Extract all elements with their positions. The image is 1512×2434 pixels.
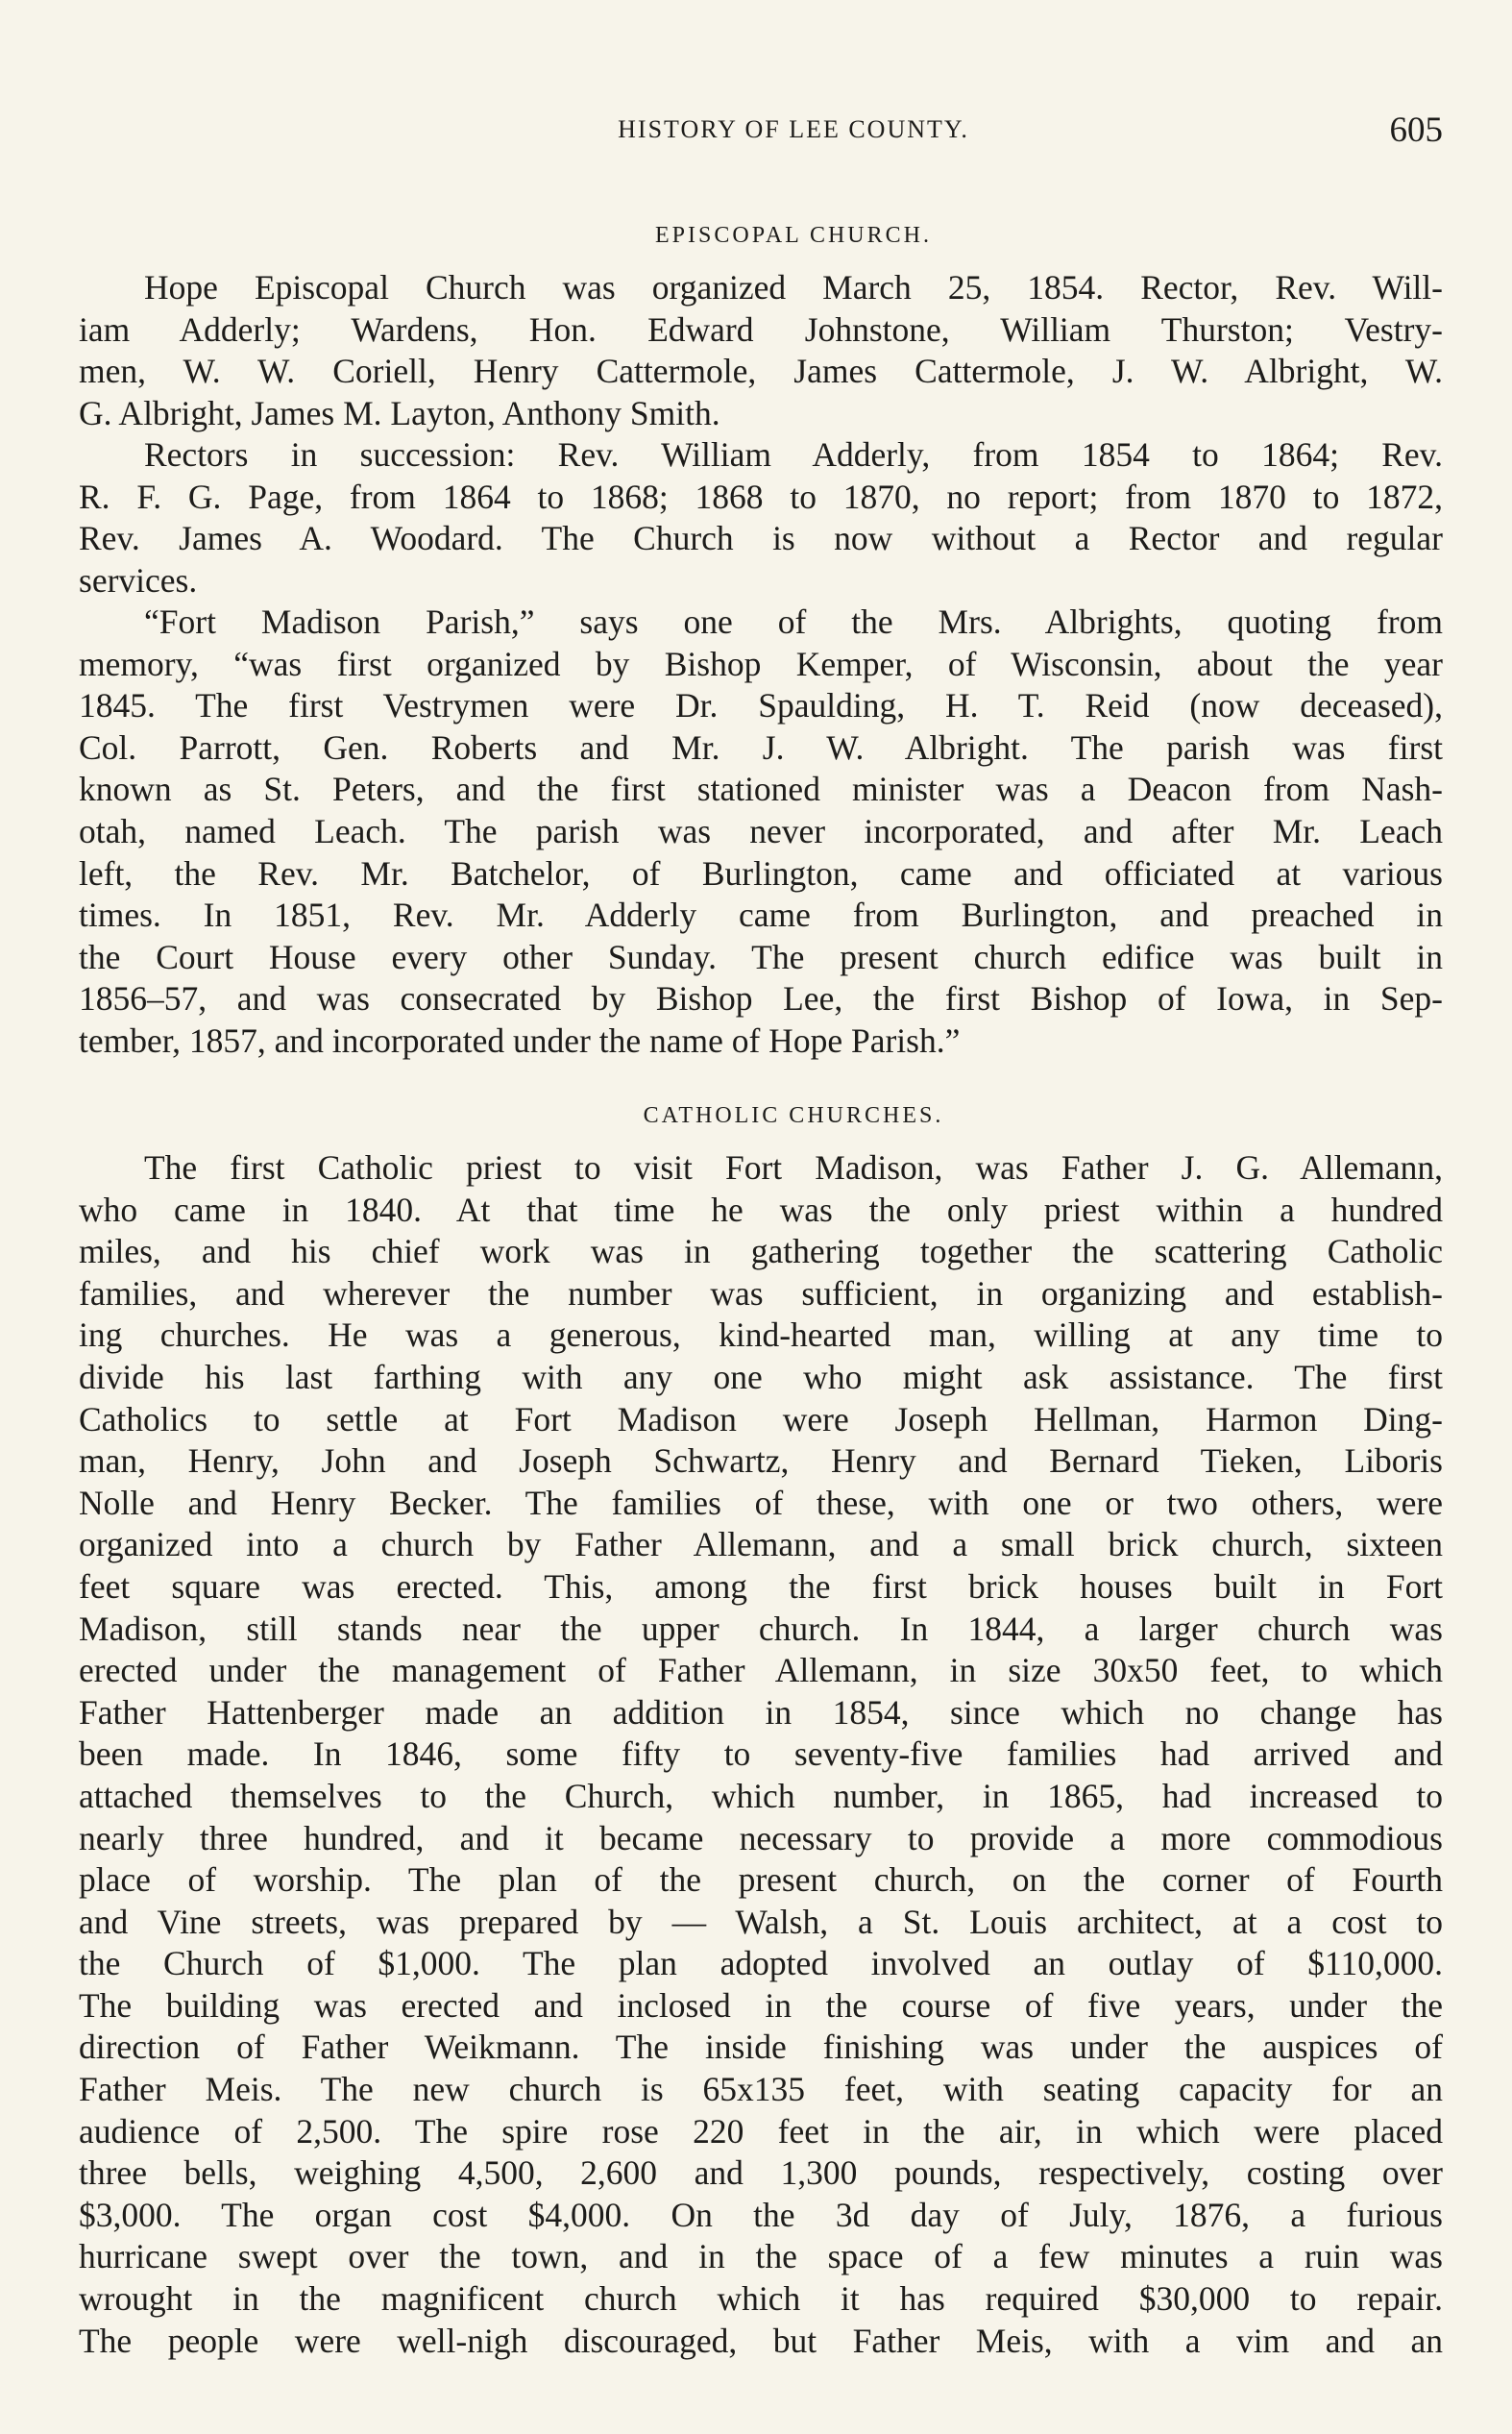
text-line: nearly three hundred, and it became necessary to provide a more commodious bbox=[79, 1818, 1443, 1857]
text-line: ing churches. He was a generous, kind-hearted man, willing at any time to bbox=[79, 1315, 1443, 1355]
text-line: G. Albright, James M. Layton, Anthony Smith. bbox=[79, 393, 720, 432]
text-line: feet square was erected. This, among the first brick houses built in Fort bbox=[79, 1566, 1443, 1606]
text-line: known as St. Peters, and the first stationed minister was a Deacon from Nash- bbox=[79, 770, 1443, 809]
text-line: families, and wherever the number was sufficient, in organizing and establish- bbox=[79, 1273, 1443, 1313]
text-line: The first Catholic priest to visit Fort Madison, was Father J. G. Allemann, bbox=[144, 1148, 1443, 1187]
text-line: The building was erected and inclosed in the course of five years, under the bbox=[79, 1985, 1443, 2025]
text-line: wrought in the magnificent church which it has required $30,000 to repair. bbox=[79, 2279, 1443, 2319]
text-line: been made. In 1846, some fifty to seventy-five families had arrived and bbox=[79, 1734, 1443, 1774]
text-line: organized into a church by Father Allemann, and a small brick church, sixteen bbox=[79, 1525, 1443, 1564]
paragraph-fort-madison-parish bbox=[79, 602, 1443, 1063]
text-line: Hope Episcopal Church was organized March 25, 1854. Rector, Rev. Will- bbox=[144, 268, 1443, 307]
text-line: audience of 2,500. The spire rose 220 feet in the air, in which were placed bbox=[79, 2111, 1443, 2151]
running-title: HISTORY OF LEE COUNTY. bbox=[618, 115, 969, 143]
text-line: memory, “was first organized by Bishop Kemper, of Wisconsin, about the year bbox=[79, 644, 1443, 683]
text-line: Nolle and Henry Becker. The families of these, with one or two others, were bbox=[79, 1483, 1443, 1522]
text-line: services. bbox=[79, 560, 198, 600]
text-line: three bells, weighing 4,500, 2,600 and 1,300 pounds, respectively, costing over bbox=[79, 2153, 1443, 2193]
paragraph-catholic-history bbox=[79, 1147, 1443, 2362]
text-line: Madison, still stands near the upper church. In 1844, a larger church was bbox=[79, 1609, 1443, 1648]
section-heading-episcopal: EPISCOPAL CHURCH. bbox=[655, 223, 932, 248]
text-line: Rectors in succession: Rev. William Adderly, from 1854 to 1864; Rev. bbox=[144, 435, 1443, 474]
text-line: men, W. W. Coriell, Henry Cattermole, James Cattermole, J. W. Albright, W. bbox=[79, 352, 1443, 391]
text-line: and Vine streets, was prepared by — Walsh, a St. Louis architect, at a cost to bbox=[79, 1902, 1443, 1941]
text-line: R. F. G. Page, from 1864 to 1868; 1868 to 1870, no report; from 1870 to 1872, bbox=[79, 477, 1443, 516]
text-line: divide his last farthing with any one who might ask assistance. The first bbox=[79, 1357, 1443, 1396]
text-line: who came in 1840. At that time he was the only priest within a hundred bbox=[79, 1190, 1443, 1229]
text-line: direction of Father Weikmann. The inside finishing was under the auspices of bbox=[79, 2028, 1443, 2067]
text-line: Father Meis. The new church is 65x135 feet, with seating capacity for an bbox=[79, 2070, 1443, 2109]
text-line: miles, and his chief work was in gathering together the scattering Catholic bbox=[79, 1232, 1443, 1271]
text-line: times. In 1851, Rev. Mr. Adderly came from Burlington, and preached in bbox=[79, 896, 1443, 935]
text-line: “Fort Madison Parish,” says one of the Mrs. Albrights, quoting from bbox=[144, 602, 1443, 641]
paragraph-episcopal-organization bbox=[79, 267, 1443, 434]
text-line: iam Adderly; Wardens, Hon. Edward Johnstone, William Thurston; Vestry- bbox=[79, 309, 1443, 349]
text-line: Col. Parrott, Gen. Roberts and Mr. J. W. Albright. The parish was first bbox=[79, 727, 1443, 767]
text-line: The people were well-nigh discouraged, but Father Meis, with a vim and an bbox=[79, 2321, 1443, 2360]
text-line: left, the Rev. Mr. Batchelor, of Burlington, came and officiated at various bbox=[79, 853, 1443, 893]
text-line: otah, named Leach. The parish was never incorporated, and after Mr. Leach bbox=[79, 811, 1443, 850]
text-line: tember, 1857, and incorporated under the name of Hope Parish.” bbox=[79, 1020, 961, 1060]
text-line: attached themselves to the Church, which number, in 1865, had increased to bbox=[79, 1776, 1443, 1815]
text-line: Father Hattenberger made an addition in 1854, since which no change has bbox=[79, 1692, 1443, 1732]
text-line: Rev. James A. Woodard. The Church is now without a Rector and regular bbox=[79, 519, 1443, 558]
text-line: man, Henry, John and Joseph Schwartz, Henry and Bernard Tieken, Liboris bbox=[79, 1441, 1443, 1481]
text-line: 1845. The first Vestrymen were Dr. Spaulding, H. T. Reid (now deceased), bbox=[79, 686, 1443, 725]
text-line: Catholics to settle at Fort Madison were Joseph Hellman, Harmon Ding- bbox=[79, 1399, 1443, 1438]
paragraph-episcopal-rectors bbox=[79, 434, 1443, 602]
text-line: $3,000. The organ cost $4,000. On the 3d day of July, 1876, a furious bbox=[79, 2195, 1443, 2234]
text-line: place of worship. The plan of the present church, on the corner of Fourth bbox=[79, 1860, 1443, 1900]
text-line: hurricane swept over the town, and in the space of a few minutes a ruin was bbox=[79, 2237, 1443, 2276]
section-heading-catholic: CATHOLIC CHURCHES. bbox=[643, 1103, 944, 1128]
text-line: 1856–57, and was consecrated by Bishop Lee, the first Bishop of Iowa, in Sep- bbox=[79, 979, 1443, 1019]
text-line: the Church of $1,000. The plan adopted involved an outlay of $110,000. bbox=[79, 1944, 1443, 1983]
text-line: erected under the management of Father Allemann, in size 30x50 feet, to which bbox=[79, 1651, 1443, 1690]
page-number: 605 bbox=[1389, 111, 1443, 150]
text-line: the Court House every other Sunday. The present church edifice was built in bbox=[79, 937, 1443, 976]
running-head bbox=[144, 104, 1443, 161]
